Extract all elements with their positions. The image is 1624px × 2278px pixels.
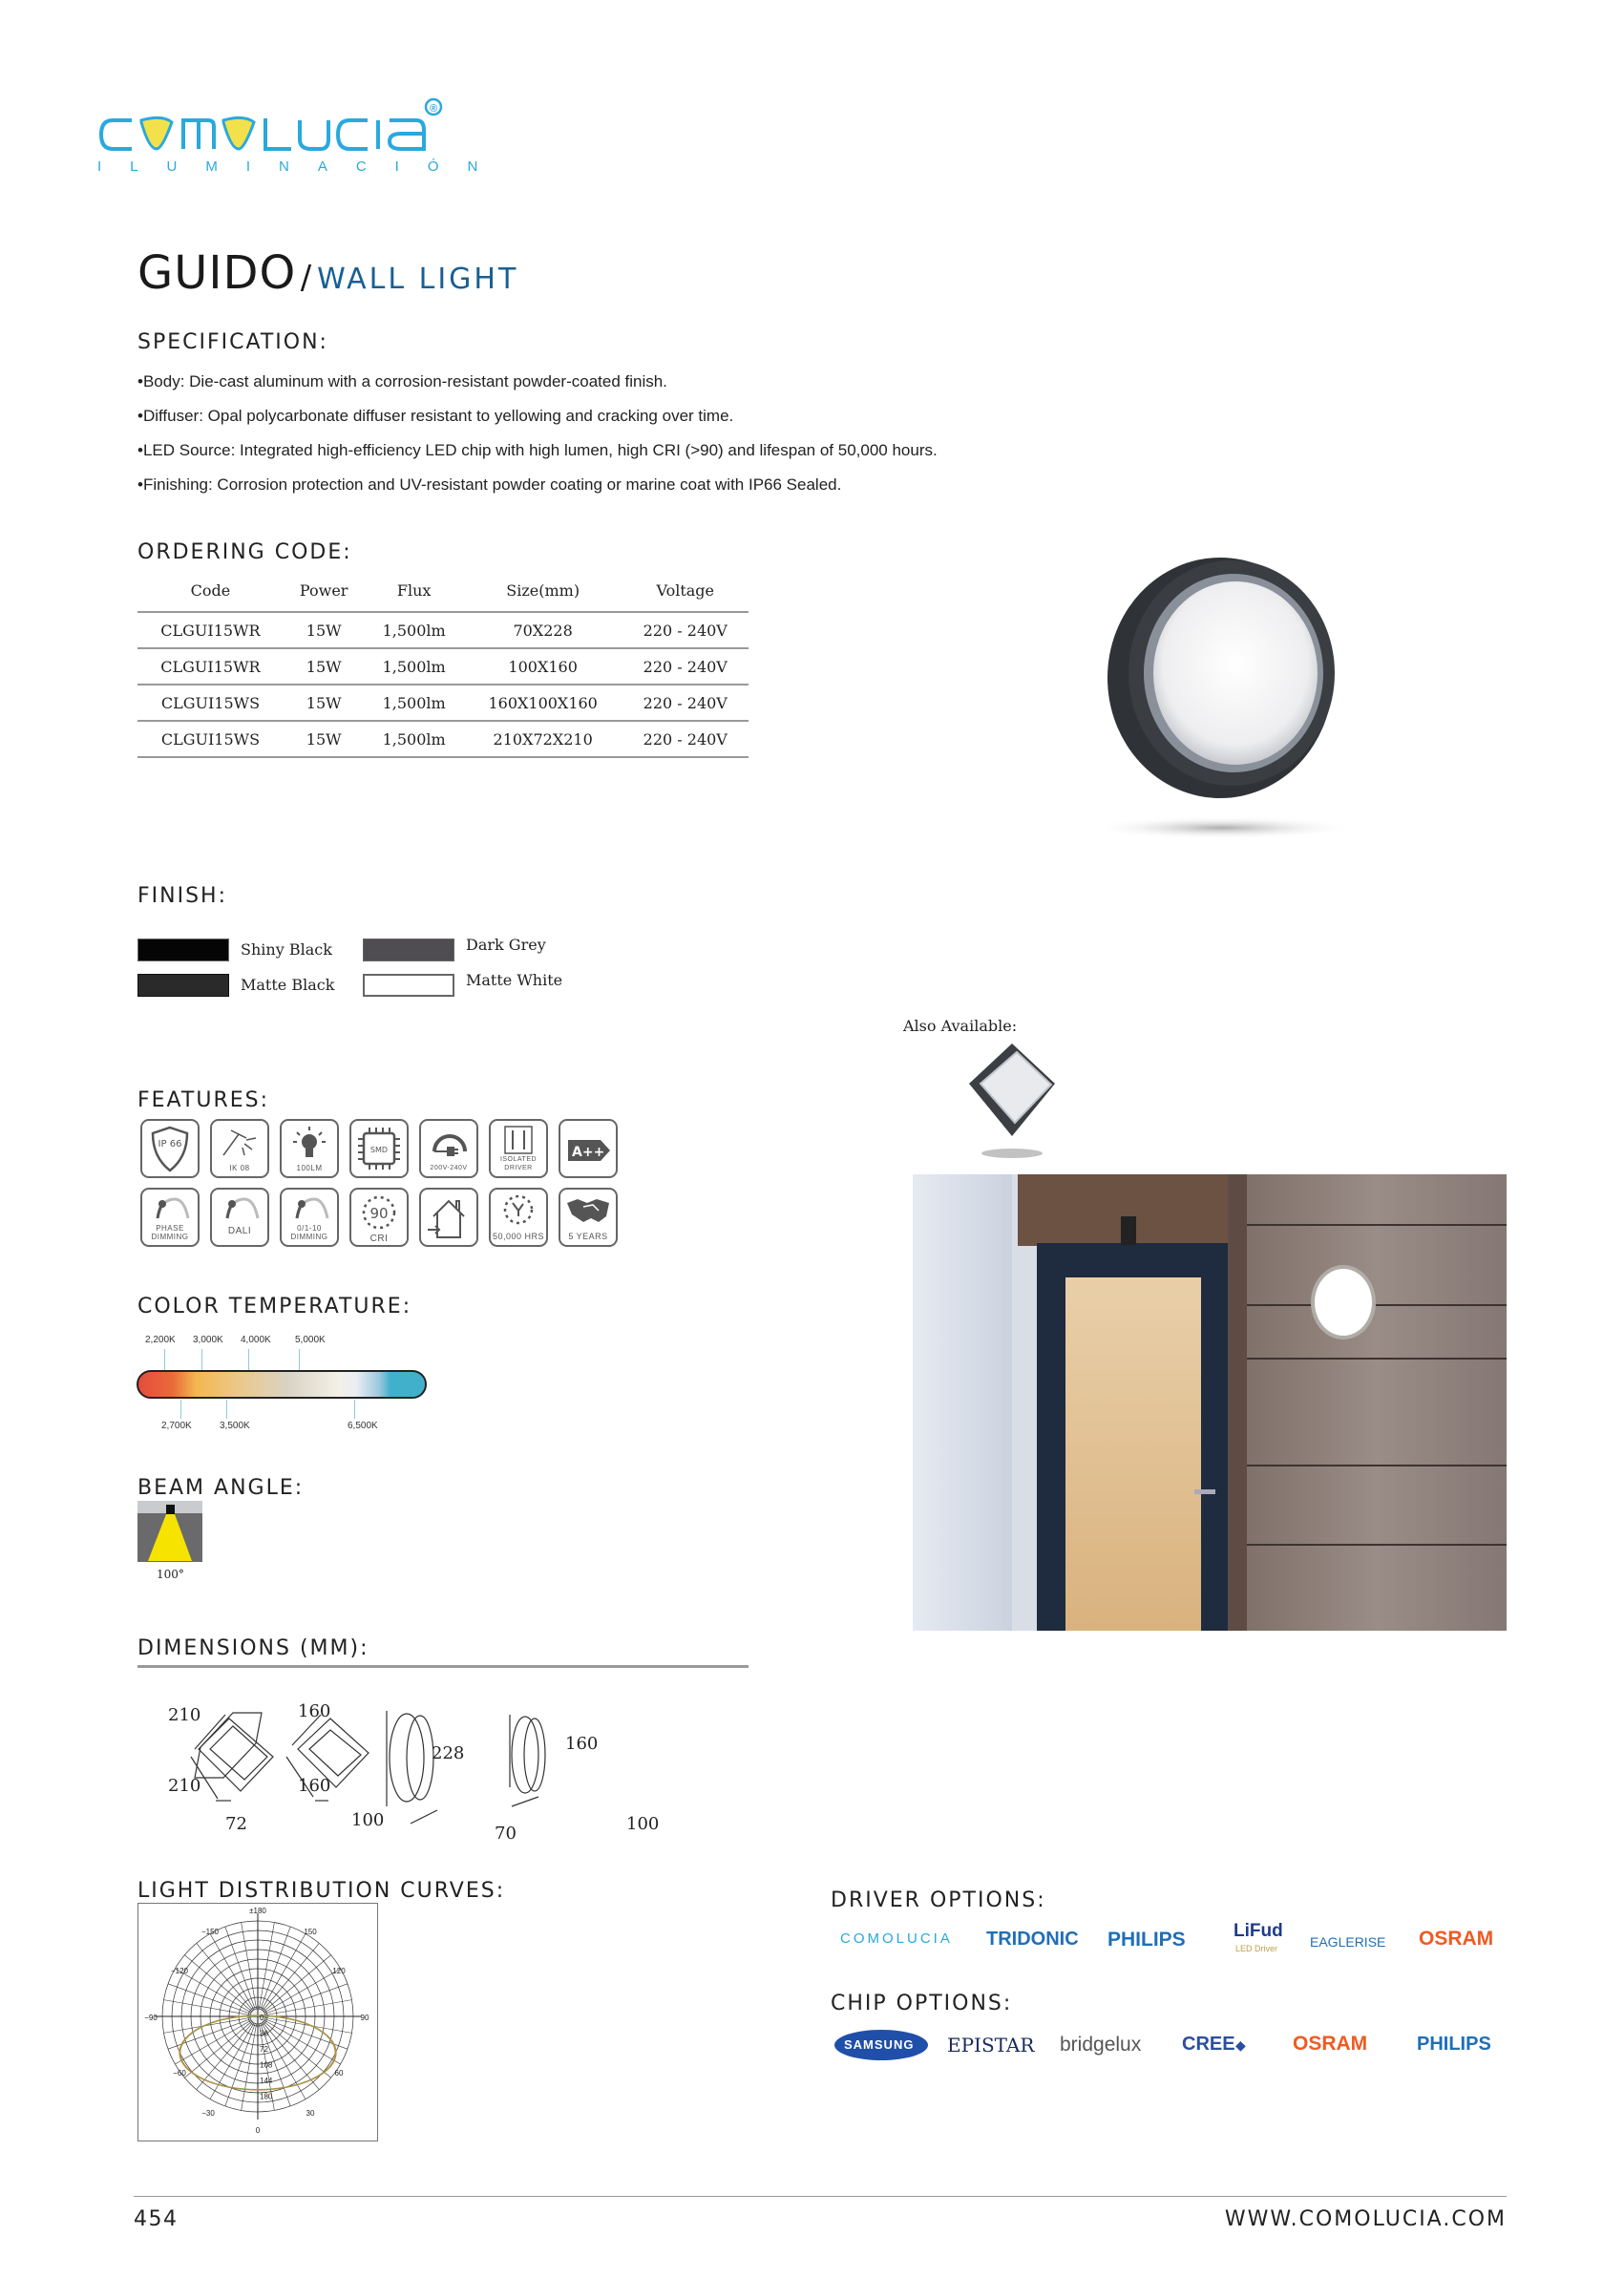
color-temperature-title: COLOR TEMPERATURE: bbox=[137, 1295, 412, 1318]
feature-ip66 bbox=[140, 1119, 200, 1178]
feature-dali bbox=[210, 1188, 269, 1247]
cct-label: 4,000K bbox=[241, 1335, 271, 1345]
cct-label: 2,200K bbox=[145, 1335, 176, 1345]
handshake-icon bbox=[564, 1193, 612, 1226]
chip-brands bbox=[831, 2024, 1518, 2081]
column-header: Size(mm) bbox=[464, 569, 622, 612]
feature-label: 5 YEARS bbox=[568, 1232, 608, 1241]
dim-value: 72 bbox=[225, 1814, 247, 1834]
finish-label: Matte Black bbox=[241, 976, 335, 994]
phase-dimming-icon bbox=[148, 1193, 192, 1222]
cri-icon bbox=[357, 1193, 401, 1232]
beam-angle-diagram bbox=[137, 1501, 202, 1562]
logo-subtitle: ILUMINACIÓN bbox=[97, 158, 507, 175]
energy-rating-icon bbox=[564, 1136, 612, 1165]
finish-swatch bbox=[363, 974, 454, 997]
dimension-drawings bbox=[134, 1680, 668, 1843]
dimension-line-art bbox=[134, 1680, 668, 1843]
brand-samsung: SAMSUNG bbox=[844, 2037, 915, 2052]
polar-grid-spoke bbox=[184, 1955, 251, 2012]
finish-swatch bbox=[363, 939, 454, 961]
beam-angle-title: BEAM ANGLE: bbox=[137, 1476, 305, 1500]
cell-code: CLGUI15WS bbox=[137, 685, 284, 721]
polar-grid-spoke bbox=[264, 2021, 330, 2078]
dimensions-divider bbox=[137, 1665, 749, 1668]
dimensions-title: DIMENSIONS (MM): bbox=[137, 1636, 369, 1660]
installation-photo bbox=[913, 1174, 1507, 1631]
product-image-round bbox=[1079, 549, 1375, 845]
feature-label: DALI bbox=[227, 1226, 252, 1236]
hammer-icon bbox=[218, 1125, 262, 1159]
svg-text:A++: A++ bbox=[572, 1145, 605, 1160]
product-title bbox=[137, 246, 518, 300]
finish-title: FINISH: bbox=[137, 884, 228, 908]
cell-voltage: 220 - 240V bbox=[622, 721, 749, 757]
footer-divider bbox=[134, 2196, 1507, 2197]
driver-options-title: DRIVER OPTIONS: bbox=[831, 1888, 1046, 1912]
dim-value: 160 bbox=[298, 1776, 331, 1796]
column-header: Flux bbox=[364, 569, 463, 612]
spec-item: • LED Source: Integrated high-efficiency LED chip with high lumen, high CRI (>90) and lifespan of 50,000 hours. bbox=[137, 433, 938, 468]
dim-value: 210 bbox=[168, 1705, 201, 1725]
finish-label: Matte White bbox=[466, 971, 563, 989]
brand-logo bbox=[95, 92, 535, 192]
brand-comolucia: COMOLUCIA bbox=[840, 1930, 953, 1947]
cct-label: 5,000K bbox=[295, 1335, 326, 1345]
polar-angle-label: 90 bbox=[360, 2014, 369, 2022]
light-distribution-title: LIGHT DISTRIBUTION CURVES: bbox=[137, 1879, 506, 1903]
feature-label: CRI bbox=[369, 1234, 389, 1244]
polar-angle-label: 120 bbox=[332, 1967, 346, 1975]
product-image-square bbox=[960, 1041, 1065, 1165]
polar-angle-label: 0 bbox=[255, 2126, 261, 2135]
polar-angle-label: −90 bbox=[144, 2014, 158, 2022]
table-row bbox=[137, 612, 749, 648]
dimming-0-10-icon bbox=[287, 1193, 331, 1222]
cct-tick bbox=[201, 1349, 202, 1370]
polar-radial-label: 180 bbox=[260, 2092, 273, 2101]
specification-title: SPECIFICATION: bbox=[137, 330, 328, 354]
ordering-code-title: ORDERING CODE: bbox=[137, 540, 352, 564]
features-grid bbox=[140, 1119, 637, 1253]
chip-icon bbox=[355, 1125, 403, 1172]
finish-option-shiny-black bbox=[137, 939, 332, 966]
cell-size: 210X72X210 bbox=[464, 721, 622, 757]
product-name: GUIDO bbox=[137, 246, 297, 300]
cct-tick bbox=[164, 1349, 165, 1370]
also-available-label: Also Available: bbox=[903, 1017, 1018, 1035]
cree-diamond-icon: ◆ bbox=[1235, 2037, 1246, 2053]
cell-voltage: 220 - 240V bbox=[622, 685, 749, 721]
spec-item: • Finishing: Corrosion protection and UV-resistant powder coating or marine coat with IP66 Sealed. bbox=[137, 468, 938, 502]
polar-grid-spoke bbox=[259, 1923, 274, 2010]
brand-epistar: EPISTAR bbox=[947, 2034, 1035, 2057]
dali-icon bbox=[218, 1193, 262, 1222]
cct-label: 6,500K bbox=[348, 1421, 378, 1431]
cell-power: 15W bbox=[284, 721, 365, 757]
dim-value: 160 bbox=[565, 1734, 599, 1754]
svg-text:®: ® bbox=[430, 103, 438, 115]
brand-philips: PHILIPS bbox=[1417, 2034, 1491, 2055]
dim-value: 100 bbox=[626, 1814, 660, 1834]
polar-diagram bbox=[137, 1903, 378, 2141]
cct-tick bbox=[354, 1400, 355, 1419]
features-title: FEATURES: bbox=[137, 1088, 270, 1112]
polar-radial-label: 36 bbox=[260, 2029, 268, 2038]
chip-options-title: CHIP OPTIONS: bbox=[831, 1992, 1013, 2015]
polar-radial-label: 108 bbox=[260, 2060, 273, 2070]
polar-angle-label: 60 bbox=[334, 2069, 344, 2078]
dim-value: 100 bbox=[351, 1810, 385, 1830]
cell-flux: 1,500lm bbox=[364, 721, 463, 757]
feature-label: 50,000 HRS bbox=[492, 1232, 545, 1241]
svg-text:SMD: SMD bbox=[369, 1146, 389, 1154]
page-number: 454 bbox=[134, 2207, 179, 2231]
beam-angle-value: 100° bbox=[157, 1568, 184, 1581]
finish-swatch bbox=[137, 939, 229, 961]
polar-angle-label: −30 bbox=[201, 2109, 215, 2118]
polar-angle-label: −120 bbox=[170, 1967, 189, 1975]
polar-grid-spoke bbox=[242, 1923, 257, 2010]
polar-angle-label: −150 bbox=[200, 1928, 220, 1936]
product-category: WALL LIGHT bbox=[317, 263, 519, 296]
table-header-row bbox=[137, 569, 749, 612]
finish-label: Shiny Black bbox=[241, 940, 332, 959]
plug-icon bbox=[427, 1125, 471, 1159]
table-row bbox=[137, 648, 749, 685]
cell-power: 15W bbox=[284, 648, 365, 685]
polar-radial-label: 144 bbox=[260, 2077, 273, 2085]
dim-value: 160 bbox=[298, 1701, 331, 1721]
driver-brands bbox=[831, 1919, 1518, 1976]
isolated-driver-icon bbox=[499, 1125, 538, 1157]
finish-label: Dark Grey bbox=[466, 936, 546, 954]
specification-list bbox=[137, 365, 938, 502]
polar-grid-spoke bbox=[263, 1943, 319, 2010]
polar-chart bbox=[138, 1904, 377, 2141]
ordering-table bbox=[137, 569, 749, 758]
cct-tick bbox=[180, 1400, 181, 1419]
polar-angle-label: 30 bbox=[306, 2109, 315, 2118]
feature-smd bbox=[349, 1119, 409, 1178]
feature-label: 0/1-10 DIMMING bbox=[290, 1224, 328, 1241]
cell-voltage: 220 - 240V bbox=[622, 648, 749, 685]
feature-indoor bbox=[419, 1188, 478, 1247]
title-separator: / bbox=[300, 259, 313, 297]
column-header: Voltage bbox=[622, 569, 749, 612]
website-link[interactable]: WWW.COMOLUCIA.COM bbox=[1224, 2207, 1507, 2231]
bulb-icon bbox=[287, 1125, 331, 1161]
polar-angle-label: ±180 bbox=[249, 1907, 266, 1915]
table-row bbox=[137, 721, 749, 757]
cell-flux: 1,500lm bbox=[364, 648, 463, 685]
feature-lifespan bbox=[489, 1188, 548, 1247]
brand-bridgelux: bridgelux bbox=[1060, 2034, 1142, 2056]
brand-tridonic: TRIDONIC bbox=[986, 1929, 1079, 1950]
brand-eaglerise: EAGLERISE bbox=[1310, 1934, 1386, 1950]
house-icon bbox=[424, 1193, 474, 1243]
cell-flux: 1,500lm bbox=[364, 612, 463, 648]
dim-value: 228 bbox=[432, 1743, 465, 1763]
polar-grid-spoke bbox=[184, 2021, 251, 2078]
column-header: Power bbox=[284, 569, 365, 612]
dim-value: 210 bbox=[168, 1776, 201, 1796]
spec-item: • Diffuser: Opal polycarbonate diffuser resistant to yellowing and cracking over time. bbox=[137, 399, 938, 433]
feature-label: IK 08 bbox=[229, 1164, 250, 1172]
polar-grid-spoke bbox=[197, 1943, 253, 2010]
feature-label: 200V-240V bbox=[430, 1165, 468, 1171]
cell-size: 70X228 bbox=[464, 612, 622, 648]
svg-text:90: 90 bbox=[369, 1205, 389, 1222]
brand-philips: PHILIPS bbox=[1107, 1929, 1186, 1951]
polar-angle-label: −60 bbox=[173, 2069, 186, 2078]
beam-icon bbox=[137, 1501, 202, 1562]
polar-grid-spoke bbox=[264, 1955, 330, 2012]
feature-warranty bbox=[559, 1188, 618, 1247]
feature-phase-dimming bbox=[140, 1188, 200, 1247]
feature-isolated-driver bbox=[489, 1119, 548, 1178]
cell-size: 160X100X160 bbox=[464, 685, 622, 721]
feature-voltage bbox=[419, 1119, 478, 1178]
cct-tick bbox=[248, 1349, 249, 1370]
cct-tick bbox=[299, 1349, 300, 1370]
clock-icon bbox=[496, 1193, 540, 1228]
cell-flux: 1,500lm bbox=[364, 685, 463, 721]
cell-code: CLGUI15WR bbox=[137, 612, 284, 648]
brand-osram: OSRAM bbox=[1419, 1928, 1494, 1950]
polar-grid-spoke bbox=[265, 2000, 352, 2015]
cell-code: CLGUI15WS bbox=[137, 721, 284, 757]
cell-power: 15W bbox=[284, 685, 365, 721]
feature-cri bbox=[349, 1188, 409, 1247]
finish-swatch bbox=[137, 974, 229, 997]
feature-label: ISOLATED DRIVER bbox=[499, 1156, 538, 1171]
cct-label: 3,000K bbox=[193, 1335, 223, 1345]
finish-option-matte-white bbox=[363, 971, 563, 1002]
polar-grid-spoke bbox=[242, 2024, 257, 2111]
finish-option-matte-black bbox=[137, 974, 335, 1002]
cct-label: 2,700K bbox=[161, 1421, 192, 1431]
feature-label: PHASE DIMMING bbox=[151, 1224, 189, 1241]
cct-gradient-bar bbox=[137, 1370, 427, 1399]
polar-grid-spoke bbox=[164, 2000, 251, 2015]
feature-ik08 bbox=[210, 1119, 269, 1178]
cct-tick bbox=[226, 1400, 227, 1419]
cell-code: CLGUI15WR bbox=[137, 648, 284, 685]
brand-lifud-sub: LED Driver bbox=[1235, 1944, 1278, 1953]
feature-label: 100LM bbox=[296, 1164, 323, 1172]
feature-energy-rating bbox=[559, 1119, 618, 1178]
dim-value: 70 bbox=[495, 1824, 517, 1844]
ip66-shield-icon bbox=[148, 1125, 192, 1174]
feature-100lm bbox=[280, 1119, 339, 1178]
cell-size: 100X160 bbox=[464, 648, 622, 685]
table-row bbox=[137, 685, 749, 721]
brand-cree: CREE bbox=[1182, 2034, 1235, 2055]
brand-lifud: LiFud bbox=[1234, 1921, 1283, 1941]
finish-option-dark-grey bbox=[363, 936, 546, 966]
brand-osram: OSRAM bbox=[1293, 2033, 1368, 2055]
cell-power: 15W bbox=[284, 612, 365, 648]
spec-item: • Body: Die-cast aluminum with a corrosion-resistant powder-coated finish. bbox=[137, 365, 938, 399]
polar-radial-label: 0 bbox=[260, 2014, 264, 2022]
cell-voltage: 220 - 240V bbox=[622, 612, 749, 648]
cct-label: 3,500K bbox=[220, 1421, 250, 1431]
feature-0-10-dimming bbox=[280, 1188, 339, 1247]
polar-angle-label: 150 bbox=[304, 1928, 317, 1936]
polar-radial-label: 72 bbox=[260, 2045, 268, 2054]
column-header: Code bbox=[137, 569, 284, 612]
color-temperature-scale bbox=[134, 1327, 439, 1442]
svg-text:IP 66: IP 66 bbox=[158, 1139, 182, 1150]
